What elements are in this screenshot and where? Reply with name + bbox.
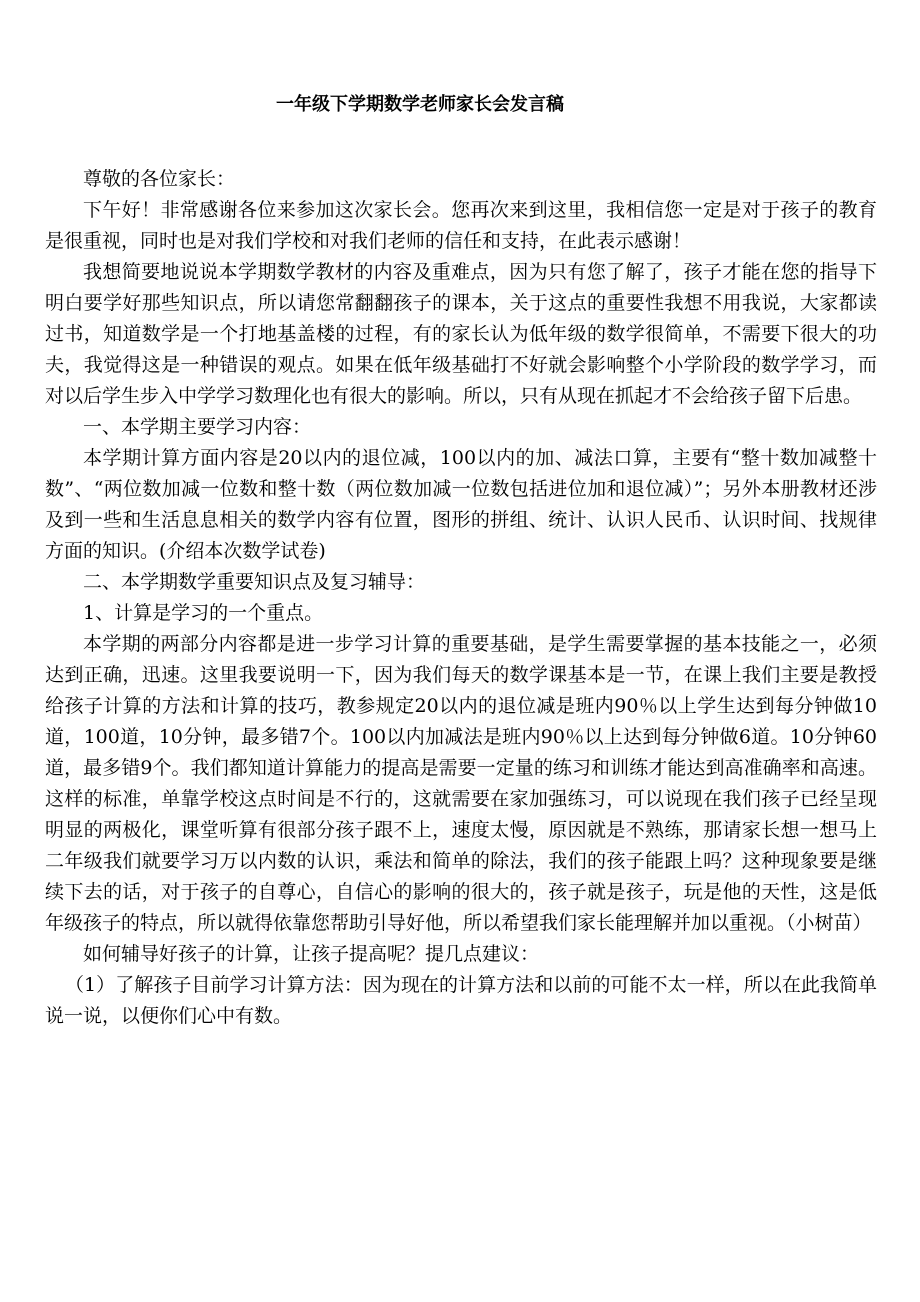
document-title: 一年级下学期数学老师家长会发言稿 — [276, 94, 564, 115]
paragraph-suggestion-1: （1）了解孩子目前学习计算方法：因为现在的计算方法和以前的可能不太一样，所以在此我简单说一说，以便你们心中有数。 — [45, 974, 877, 1027]
paragraph-greeting: 尊敬的各位家长： — [83, 168, 236, 190]
section-heading-1: 一、本学期主要学习内容： — [83, 416, 312, 438]
paragraph-calculation: 本学期的两部分内容都是进一步学习计算的重要基础，是学生需要掌握的基本技能之一，必须达到正确，迅速。这里我要说明一下，因为我们每天的数学课基本是一节，在课上我们主要是教授给孩子计算的方法和计算的技巧，教参规定20以内的退位减是班内90％以上学生达到每分钟做10道，100道，10分钟，最多错7个。100以内加减法是班内90％以上达到每分钟做6道。10分钟60道，最多错9个。我们都知道计算能力的提高是需要一定量的练习和训练才能达到高准确率和高速。这样的标准，单靠学校这点时间是不行的，这就需要在家加强练习，可以说现在我们孩子已经呈现明显的两极化，课堂听算有很部分孩子跟不上，速度太慢，原因就是不熟练，那请家长想一想马上二年级我们就要学习万以内数的认识，乘法和简单的除法，我们的孩子能跟上吗？这种现象要是继续下去的话，对于孩子的自尊心，自信心的影响的很大的，孩子就是孩子，玩是他的天性，这是低年级孩子的特点，所以就得依靠您帮助引导好他，所以希望我们家长能理解并加以重视。（小树苗） — [45, 633, 877, 934]
paragraph-content: 本学期计算方面内容是20以内的退位减，100以内的加、减法口算，主要有“整十数加减整十数”、“两位数加减一位数和整十数（两位数加减一位数包括进位加和退位减）”；另外本册教材还涉及到一些和生活息息相关的数学内容有位置，图形的拼组、统计、认识人民币、认识时间、找规律方面的知识。(介绍本次数学试卷) — [45, 447, 877, 562]
section-heading-2: 二、本学期数学重要知识点及复习辅导： — [83, 571, 426, 593]
paragraph-welcome: 下午好！非常感谢各位来参加这次家长会。您再次来到这里，我相信您一定是对于孩子的教育是很重视，同时也是对我们学校和对我们老师的信任和支持，在此表示感谢！ — [45, 199, 877, 252]
document-body — [45, 164, 877, 1032]
paragraph-intro: 我想简要地说说本学期数学教材的内容及重难点，因为只有您了解了，孩子才能在您的指导下明白要学好那些知识点，所以请您常翻翻孩子的课本，关于这点的重要性我想不用我说，大家都读过书，知道数学是一个打地基盖楼的过程，有的家长认为低年级的数学很简单，不需要下很大的功夫，我觉得这是一种错误的观点。如果在低年级基础打不好就会影响整个小学阶段的数学学习，而对以后学生步入中学学习数理化也有很大的影响。所以，只有从现在抓起才不会给孩子留下后患。 — [45, 261, 877, 407]
subheading-calculation: 1、计算是学习的一个重点。 — [83, 602, 324, 624]
paragraph-suggestions-intro: 如何辅导好孩子的计算，让孩子提高呢？提几点建议： — [83, 943, 540, 965]
